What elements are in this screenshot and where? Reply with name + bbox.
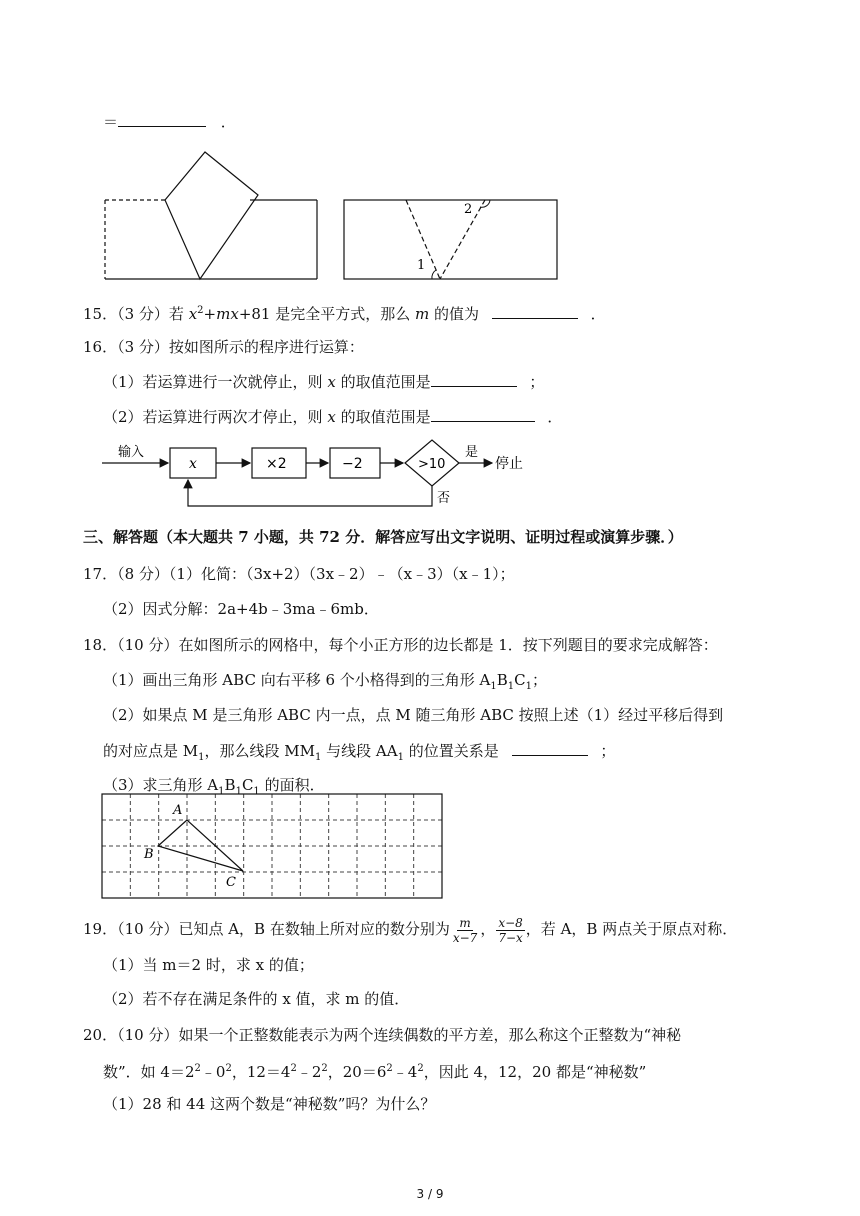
point-c-label: C	[226, 875, 236, 890]
answer-blank	[431, 370, 517, 387]
period: ．	[220, 113, 236, 131]
question-17-part2: （2）因式分解：2a+4b﹣3ma﹣6mb．	[103, 600, 379, 618]
no-label: 否	[437, 491, 451, 506]
question-20-examples: 数”．如 $4=2^2﹣0^2$，$12=4^2﹣2^2$，$20=6^2﹣4^2$，因此 4，12，20 都是“神秘数”	[103, 1063, 647, 1081]
fraction-m-over-x-7: $\frac{m}{x-7}$	[452, 915, 478, 945]
box-minus-2: −2	[342, 456, 363, 472]
question-18-part2-cont: 的对应点是 $M_1$，那么线段 $MM_1$ 与线段 $AA_1$ 的位置关系是 ；	[103, 739, 615, 769]
folding-figure	[100, 145, 565, 285]
input-label: 输入	[118, 445, 145, 460]
question-17-part1: 17．（8 分）（1）化简：（3x+2）（3x﹣2）﹣（x﹣3）（x﹣1）；	[83, 565, 515, 583]
stop-label: 停止	[495, 456, 523, 472]
fraction-x-8-over-7-x: $\frac{x-8}{7-x}$	[498, 915, 523, 945]
box-x: x	[189, 456, 197, 472]
question-18-part3: （3）求三角形 $A_1B_1C_1$ 的面积．	[103, 776, 325, 797]
condition-gt-10: >10	[418, 457, 446, 472]
question-20-stem: 20．（10 分）如果一个正整数能表示为两个连续偶数的平方差，那么称这个正整数为“神秘	[83, 1026, 682, 1044]
question-16-part1: （1）若运算进行一次就停止，则 x 的取值范围是 ；	[103, 370, 544, 393]
point-b-label: B	[144, 847, 154, 862]
question-18-stem: 18．（10 分）在如图所示的网格中，每个小正方形的边长都是 1．按下列题目的要求完成解答：	[83, 636, 718, 654]
angle-1-label: 1	[417, 258, 426, 273]
question-15: 15．（3 分）若 $x^2+mx+81$ 是完全平方式，那么 m 的值为 ．	[83, 300, 606, 325]
triangle-grid	[100, 792, 445, 902]
equals-sign: ＝	[103, 113, 119, 131]
question-18-part2: （2）如果点 M 是三角形 ABC 内一点，点 M 随三角形 ABC 按照上述（1）经过平移后得到	[103, 706, 724, 724]
answer-blank	[431, 405, 535, 422]
question-19-part1: （1）当 m＝2 时，求 x 的值；	[103, 956, 314, 974]
answer-blank	[492, 302, 578, 319]
yes-label: 是	[465, 445, 479, 460]
question-19-part2: （2）若不存在满足条件的 x 值，求 m 的值．	[103, 990, 410, 1008]
question-16-part2: （2）若运算进行两次才停止，则 x 的取值范围是 ．	[103, 405, 562, 428]
question-16-stem: 16．（3 分）按如图所示的程序进行运算：	[83, 338, 364, 356]
answer-blank	[512, 739, 588, 756]
question-18-part1: （1）画出三角形 ABC 向右平移 6 个小格得到的三角形 $A_1B_1C_1$；	[103, 671, 548, 692]
answer-blank	[118, 110, 206, 127]
question-19-stem: 19．（10 分）已知点 A，B 在数轴上所对应的数分别为 $\frac{m}{x-7}$ ， $\frac{x-8}{7-x}$ ，若 A，B 两点关于原点对称．	[83, 915, 738, 945]
section-3-heading: 三、解答题（本大题共 7 小题，共 72 分．解答应写出文字说明、证明过程或演算步骤．）	[83, 528, 683, 546]
page-number: 3 / 9	[416, 1187, 444, 1201]
question-20-part1: （1）28 和 44 这两个数是“神秘数”吗？为什么？	[103, 1095, 436, 1113]
program-flowchart	[100, 436, 530, 512]
box-times-2: ×2	[266, 456, 287, 472]
angle-2-label: 2	[464, 202, 473, 217]
answer-line-14	[103, 110, 236, 133]
point-a-label: A	[173, 803, 183, 818]
